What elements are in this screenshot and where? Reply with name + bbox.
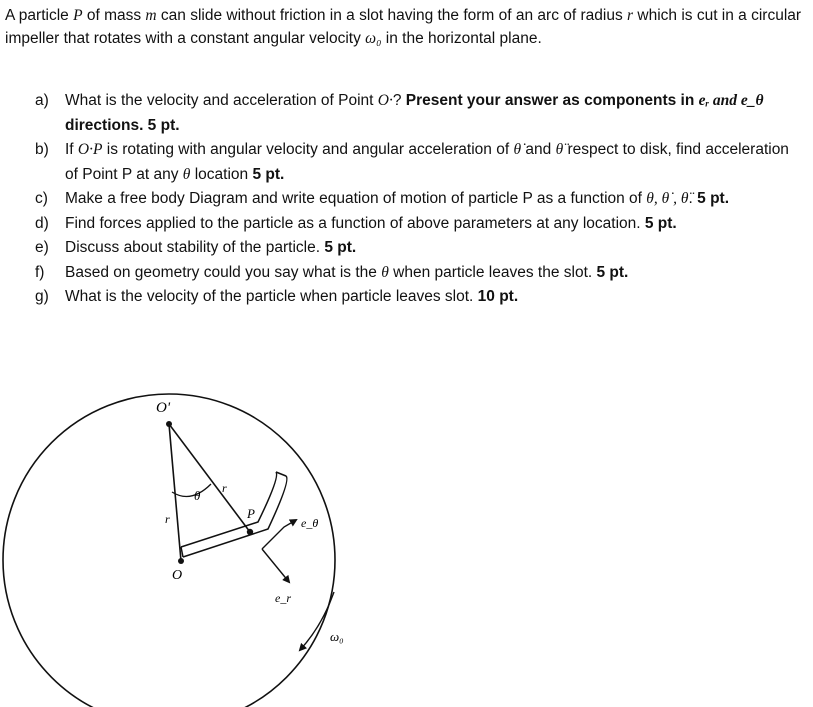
question-text: respect to disk, find acceleration of Point P at any [65, 141, 789, 183]
question-text: when particle leaves the slot. [388, 263, 597, 281]
symbol-e-theta: e_θ [740, 92, 764, 109]
question-text: Discuss about stability of the particle. [65, 239, 325, 256]
question-points: 5 pt. [596, 263, 629, 281]
question-text: ? [392, 92, 406, 109]
symbol-theta-dot: θ̇ [513, 141, 522, 158]
question-label: g) [35, 288, 49, 305]
intro-text: which is cut in a circular impeller that rotates with a constant angular velocity [5, 7, 802, 47]
e-r-arrow [262, 549, 289, 582]
label-omega0: ω₀ [330, 629, 344, 644]
question-text: What is the velocity of the particle when particle leaves slot. [65, 288, 478, 305]
question-points: 5 pt. [644, 214, 677, 232]
label-P: P [247, 506, 255, 521]
symbol-theta-ddot: θ̈ [555, 141, 564, 158]
question-label: e) [35, 239, 49, 256]
label-r-right: r [222, 481, 227, 495]
omega-rotation-arrow [300, 592, 334, 650]
symbol-theta: θ [381, 263, 389, 281]
question-emphasis: Present your answer as components in [405, 92, 699, 109]
question-text: Make a free body Diagram and write equation of motion of particle P as a function of [65, 190, 647, 207]
symbol-m: m [145, 7, 157, 24]
label-theta: θ [194, 488, 201, 503]
question-text: is rotating with angular velocity and angular acceleration of [102, 141, 514, 158]
point-O [178, 558, 184, 564]
question-text: location [190, 165, 253, 183]
label-e-theta: e_θ [301, 516, 319, 530]
slot-end-cap [276, 472, 286, 476]
impeller-disk [3, 394, 335, 707]
intro-text: can slide without friction in a slot having the form of an arc of radius [156, 7, 628, 24]
symbol-theta: θ [182, 165, 191, 183]
question-text: and [521, 141, 556, 158]
intro-text: in the horizontal plane. [381, 30, 542, 47]
slot-arc-inner [181, 472, 277, 547]
question-points: 10 pt. [477, 288, 519, 305]
radius-line-OOprime [169, 424, 181, 561]
question-points: 5 pt. [697, 190, 730, 207]
symbol-theta-vars: θ, θ̇ , θ̈ [646, 190, 689, 207]
question-text: If [65, 141, 78, 158]
intro-text: A particle [5, 7, 74, 24]
question-text: . [688, 190, 698, 207]
label-O-prime: O' [156, 400, 171, 416]
question-text: Find forces applied to the particle as a function of above parameters at any location. [65, 214, 645, 232]
radius-line-OprimeP [169, 424, 250, 532]
question-points: directions. 5 pt. [65, 116, 180, 134]
question-label: a) [35, 92, 49, 109]
question-label: d) [35, 214, 49, 232]
question-text: Based on geometry could you say what is the [65, 263, 382, 281]
point-O-prime [166, 421, 172, 427]
e-theta-arrow [262, 520, 296, 549]
symbol-omega0: ω₀ [365, 30, 382, 47]
question-label: b) [35, 141, 49, 158]
symbol-e-r: eᵣ [698, 92, 709, 109]
symbol-OP: O·P [77, 141, 103, 158]
question-points: 5 pt. [324, 239, 357, 256]
theta-angle-arc [172, 484, 211, 497]
intro-text: of mass [82, 7, 146, 24]
symbol-O-prime: O· [377, 92, 393, 109]
symbol-P: P [73, 7, 83, 24]
label-O: O [172, 568, 183, 583]
label-e-r: e_r [275, 591, 291, 605]
question-points: 5 pt. [252, 165, 285, 183]
symbol-r: r [627, 7, 634, 24]
question-text: What is the velocity and acceleration of Point [65, 92, 378, 109]
question-emphasis: and [709, 92, 741, 109]
question-label: f) [35, 263, 45, 281]
label-r-left: r [165, 512, 170, 526]
question-label: c) [35, 190, 48, 207]
